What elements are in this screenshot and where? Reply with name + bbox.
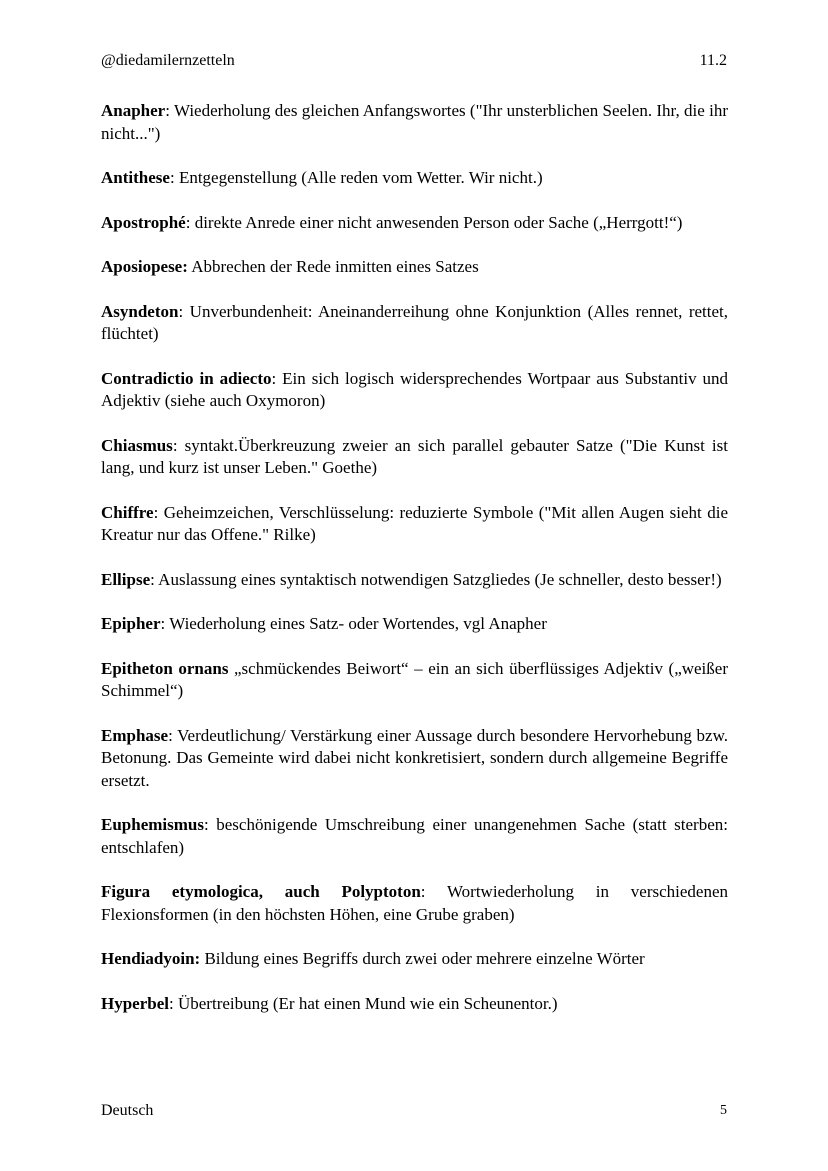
- definition: Entgegenstellung (Alle reden vom Wetter. Wir nicht.): [178, 168, 543, 187]
- glossary-entry-euphemismus: [101, 814, 728, 859]
- definition: beschönigende Umschreibung einer unangenehmen Sache (statt sterben: entschlafen): [101, 815, 728, 857]
- definition: Wiederholung des gleichen Anfangswortes ("Ihr unsterblichen Seelen. Ihr, die ihr nicht..."): [101, 101, 729, 143]
- glossary-entry-ellipse: [101, 569, 728, 592]
- term: Contradictio in adiecto: [101, 368, 272, 388]
- definition: Auslassung eines syntaktisch notwendigen Satzgliedes (Je schneller, desto besser!): [158, 569, 722, 589]
- term: Ellipse: [101, 569, 151, 589]
- separator: :: [150, 569, 159, 589]
- separator: :: [168, 725, 178, 745]
- header-section: 11.2: [699, 52, 727, 69]
- glossary-entry-hyperbel: [101, 993, 728, 1016]
- glossary-entry-asyndeton: [101, 301, 728, 346]
- term: Hendiadyoin:: [101, 949, 201, 968]
- glossary-entry-emphase: [101, 725, 728, 793]
- glossary-entry-figura-etymologica: [101, 881, 728, 926]
- definition: Bildung eines Begriffs durch zwei oder mehrere einzelne Wörter: [204, 949, 645, 968]
- term: Epipher: [101, 614, 161, 633]
- definition: syntakt.Überkreuzung zweier an sich parallel gebauter Satze ("Die Kunst ist lang, und kurz ist unser Leben." Goethe): [101, 435, 728, 477]
- separator: :: [271, 368, 283, 388]
- definition: Wiederholung eines Satz- oder Wortendes, vgl Anapher: [169, 614, 547, 633]
- term: Anapher: [101, 101, 166, 120]
- definition: Ein sich logisch widersprechendes Wortpaar aus Substantiv und Adjektiv (siehe auch Oxymoron): [101, 368, 728, 410]
- definition: Übertreibung (Er hat einen Mund wie ein Scheunentor.): [177, 993, 558, 1013]
- glossary-content: [101, 100, 728, 1037]
- page-header: [101, 50, 727, 72]
- term: Antithese: [101, 168, 170, 187]
- term: Chiasmus: [101, 435, 173, 455]
- footer-subject: Deutsch: [101, 1102, 154, 1119]
- page-footer: [101, 1100, 727, 1122]
- term: Euphemismus: [101, 815, 204, 834]
- glossary-entry-contradictio: [101, 368, 728, 413]
- separator: :: [160, 614, 170, 633]
- definition: direkte Anrede einer nicht anwesenden Person oder Sache („Herrgott!“): [194, 212, 683, 232]
- term: Epitheton ornans: [101, 658, 229, 678]
- term: Asyndeton: [101, 301, 179, 321]
- glossary-entry-epitheton-ornans: [101, 658, 728, 703]
- definition: Abbrechen der Rede inmitten eines Satzes: [191, 257, 479, 276]
- separator: :: [178, 301, 190, 321]
- header-author: @diedamilernzetteln: [101, 52, 235, 69]
- term: Aposiopese:: [101, 257, 188, 276]
- glossary-entry-anapher: [101, 100, 728, 145]
- glossary-entry-aposiopese: [101, 256, 728, 279]
- term: Hyperbel: [101, 993, 169, 1013]
- glossary-entry-epipher: [101, 613, 728, 636]
- separator: :: [203, 815, 217, 834]
- definition: Geheimzeichen, Verschlüsselung: reduzierte Symbole ("Mit allen Augen sieht die Kreatur nur das Offene." Rilke): [101, 502, 728, 544]
- separator: :: [169, 168, 179, 187]
- glossary-entry-chiasmus: [101, 435, 728, 480]
- separator: :: [153, 502, 164, 522]
- definition: Wortwiederholung in verschiedenen Flexionsformen (in den höchsten Höhen, eine Grube graben): [101, 882, 728, 924]
- term: Emphase: [101, 725, 169, 745]
- definition: Verdeutlichung/ Verstärkung einer Aussage durch besondere Hervorhebung bzw. Betonung. Das Gemeinte wird dabei nicht konkretisiert, sondern durch allgemeine Begriffe ersetzt.: [101, 725, 728, 790]
- definition: „schmückendes Beiwort“ – ein an sich überflüssiges Adjektiv („weißer Schimmel“): [101, 658, 728, 700]
- term: Figura etymologica, auch Polyptoton: [101, 882, 421, 901]
- glossary-entry-apostrophe: [101, 212, 728, 235]
- separator: :: [172, 435, 185, 455]
- term: Chiffre: [101, 502, 154, 522]
- term: Apostrophé: [101, 212, 186, 232]
- definition: Unverbundenheit: Aneinanderreihung ohne Konjunktion (Alles rennet, rettet, flüchtet): [101, 301, 728, 343]
- separator: :: [165, 101, 174, 120]
- separator: :: [185, 212, 195, 232]
- separator: :: [420, 882, 447, 901]
- glossary-entry-antithese: [101, 167, 728, 190]
- page-number: 5: [720, 1103, 727, 1118]
- separator: :: [169, 993, 178, 1013]
- glossary-entry-chiffre: [101, 502, 728, 547]
- glossary-entry-hendiadyoin: [101, 948, 728, 971]
